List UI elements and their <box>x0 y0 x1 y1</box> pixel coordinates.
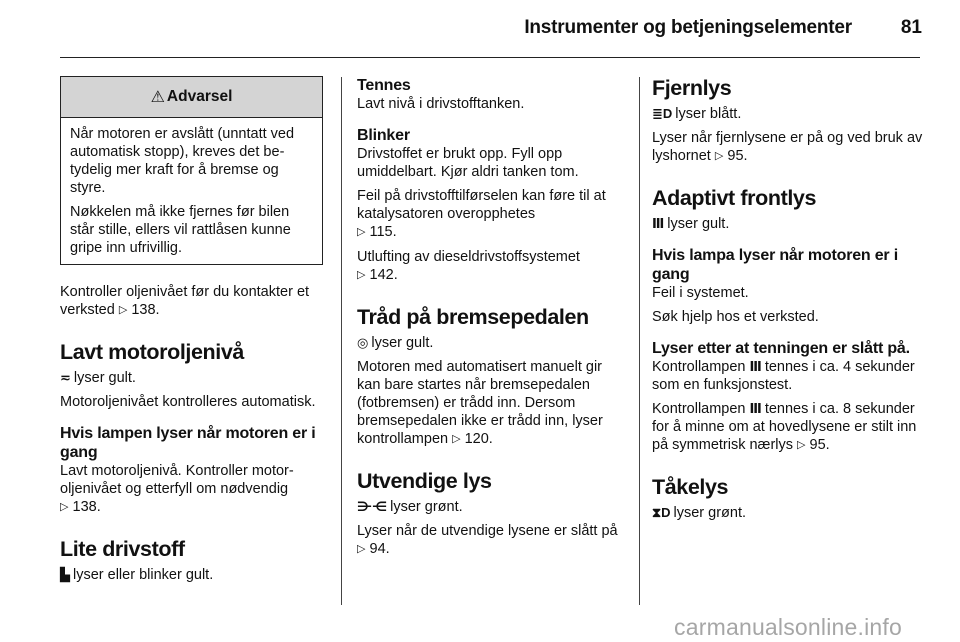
section-heading: Tåkelys <box>652 475 729 499</box>
paragraph <box>652 129 924 166</box>
paragraph-text: lyser grønt. <box>390 499 463 515</box>
section-heading: Lavt motoroljenivå <box>60 340 244 364</box>
subheading: Hvis lampa lyser når motoren er i gang <box>652 247 898 283</box>
paragraph-text: lyser eller blinker gult. <box>73 567 214 583</box>
page-ref: 138. <box>72 499 101 515</box>
page-ref-arrow-icon: ▷ <box>714 150 724 162</box>
paragraph-text: Kontroller oljenivået før du kontakter et verksted <box>60 284 310 318</box>
paragraph: Lavt nivå i drivstofftanken. <box>357 96 525 112</box>
page-ref-arrow-icon: ▷ <box>118 304 128 316</box>
paragraph-text: lyser blått. <box>675 106 742 122</box>
column-right <box>652 76 924 528</box>
warning-box <box>60 76 323 265</box>
fog-light-icon: ⧗D <box>652 505 671 520</box>
paragraph-text: Lyser når de utvendige lysene er slått på <box>357 523 618 539</box>
page-ref-arrow-icon: ▷ <box>357 226 366 238</box>
exterior-light-icon: ⋺⋲ <box>357 499 388 514</box>
page-ref: 95. <box>727 148 748 164</box>
paragraph <box>357 358 625 449</box>
section-heading: Tråd på bremsepedalen <box>357 305 589 329</box>
page-number: 81 <box>900 17 922 38</box>
paragraph-text: lyser gult. <box>667 216 730 232</box>
subheading: Hvis lampen lyser når motoren er i gang <box>60 425 316 461</box>
paragraph <box>357 187 625 242</box>
paragraph-text: Kontrollampen <box>652 359 746 375</box>
adaptive-light-icon: Ⅲ <box>749 359 762 374</box>
high-beam-icon: ≣D <box>652 106 673 121</box>
warning-title: Advarsel <box>166 88 233 105</box>
paragraph: Søk hjelp hos et verksted. <box>652 309 819 325</box>
adaptive-light-icon: Ⅲ <box>749 401 762 416</box>
running-header-title: Instrumenter og betjeningselementer <box>524 17 852 38</box>
page-ref-arrow-icon: ▷ <box>357 543 366 555</box>
header-rule <box>60 57 920 58</box>
section-heading: Fjernlys <box>652 76 732 100</box>
paragraph-text: lyser gult. <box>73 370 136 386</box>
paragraph <box>60 462 323 517</box>
paragraph-text: lyser gult. <box>371 335 434 351</box>
paragraph: Motoroljenivået kontrolleres automatisk. <box>60 394 316 410</box>
paragraph <box>357 522 625 559</box>
paragraph <box>60 566 323 584</box>
section-heading: Utvendige lys <box>357 469 492 493</box>
paragraph-text: Lavt motoroljenivå. Kontroller motoroljenivået og etterfyll om nødvendig <box>60 463 294 497</box>
paragraph <box>60 283 323 320</box>
section-heading: Lite drivstoff <box>60 537 185 561</box>
paragraph-text: Utlufting av dieseldrivstoffsystemet <box>357 249 580 265</box>
paragraph <box>652 215 924 233</box>
page-ref: 95. <box>809 437 830 453</box>
column-middle <box>357 76 625 565</box>
warning-triangle-icon: ⚠ <box>150 89 165 106</box>
paragraph <box>357 248 625 285</box>
page-ref: 115. <box>369 224 397 240</box>
subheading: Blinker <box>357 127 410 144</box>
paragraph-text: tennes i ca. 4 sekunder som en funksjonstest. <box>652 359 915 393</box>
page-ref-arrow-icon: ▷ <box>797 439 806 451</box>
warning-body <box>61 118 322 264</box>
warning-paragraph: Når motoren er avslått (unntatt ved automatisk stopp), kreves det betydelig mer kraft for å bremse og styre. <box>70 126 295 196</box>
paragraph: Drivstoffet er brukt opp. Fyll opp umiddelbart. Kjør aldri tanken tom. <box>357 146 579 180</box>
subheading: Lyser etter at tenningen er slått på. <box>652 340 910 357</box>
page-ref-arrow-icon: ▷ <box>357 269 366 281</box>
paragraph <box>357 498 625 516</box>
page-ref: 142. <box>369 267 398 283</box>
paragraph-text: lyser grønt. <box>673 505 747 521</box>
page-ref: 94. <box>369 541 390 557</box>
column-divider <box>639 77 640 605</box>
brake-pedal-icon: ◎ <box>357 335 369 350</box>
paragraph <box>652 504 924 522</box>
watermark: carmanualsonline.info <box>674 614 902 640</box>
paragraph-text: Feil på drivstofftilførselen kan føre til at katalysatoren overopphetes <box>357 188 606 222</box>
page-ref-arrow-icon: ▷ <box>60 501 69 513</box>
adaptive-light-icon: Ⅲ <box>652 216 665 231</box>
paragraph <box>652 400 924 455</box>
paragraph <box>60 369 323 387</box>
page-ref-arrow-icon: ▷ <box>452 433 461 445</box>
page-ref: 138. <box>131 302 160 318</box>
warning-header <box>61 77 322 118</box>
fuel-pump-icon: ▙ <box>60 567 70 582</box>
paragraph <box>652 105 924 123</box>
column-left <box>60 76 323 590</box>
column-divider <box>341 77 342 605</box>
paragraph <box>652 358 924 394</box>
subheading: Tennes <box>357 77 411 94</box>
paragraph-text: Motoren med automatisert manuelt gir kan bare startes når bremsepedalen (fotbremsen) er trådd inn. Dersom bremsepedalen ikke er trådd inn, lyser kontrollampen <box>357 359 603 447</box>
paragraph-text: tennes i ca. 8 sekunder for å minne om at hovedlysene er stilt inn på symmetrisk nærlys <box>652 401 917 453</box>
paragraph <box>357 334 625 352</box>
paragraph-text: Lyser når fjernlysene er på og ved bruk av lyshornet <box>652 130 923 164</box>
warning-paragraph: Nøkkelen må ikke fjernes før bilen står stille, ellers vil rattlåsen kunne gripe inn ufrivillig. <box>70 204 291 256</box>
section-heading: Adaptivt frontlys <box>652 186 817 210</box>
paragraph-text: Kontrollampen <box>652 401 746 417</box>
page-ref: 120. <box>464 431 493 447</box>
paragraph: Feil i systemet. <box>652 285 749 301</box>
oil-can-icon: ≂ <box>60 370 71 385</box>
